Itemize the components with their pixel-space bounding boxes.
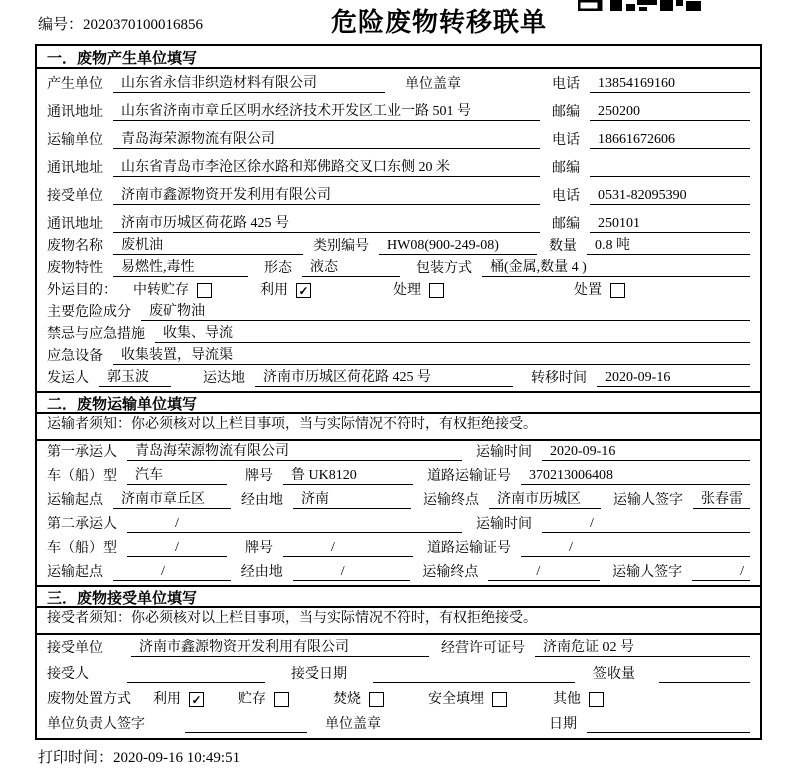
transporter-tel-label: 电话 <box>552 133 580 148</box>
receiver-zip-label: 邮编 <box>552 217 580 232</box>
disposal-label: 废物处置方式 <box>47 692 131 707</box>
receiver-row <box>37 181 760 209</box>
option-label: 中转贮存 <box>133 283 189 298</box>
checkbox <box>589 692 604 707</box>
acceptor-label: 接受人 <box>47 667 89 682</box>
sign-date-label: 日期 <box>549 717 577 732</box>
acceptor-row <box>37 661 760 687</box>
route1-sign-label: 运输人签字 <box>613 493 683 508</box>
dest-field: 济南市历城区荷花路 425 号 <box>255 369 513 387</box>
producer-addr-field: 山东省济南市章丘区明水经济技术开发区工业一路 501 号 <box>113 103 540 121</box>
producer-zip-label: 邮编 <box>552 105 580 120</box>
carrier1-label: 第一承运人 <box>47 445 117 460</box>
transporter-label: 运输单位 <box>47 133 103 148</box>
check-mark: ✓ <box>298 283 309 298</box>
carrier2-row <box>37 513 760 537</box>
waste-name-field: 废机油 <box>113 237 303 255</box>
waste-form-field: 液态 <box>302 259 400 277</box>
waste-form-label: 形态 <box>264 261 292 276</box>
route2-start-field: / <box>113 563 231 581</box>
purpose-option-treat <box>393 282 444 299</box>
producer-value-field: 山东省永信非织造材料有限公司 <box>113 75 385 93</box>
section1-header: 一．废物产生单位填写 <box>37 46 760 69</box>
route2-end-field: / <box>488 563 600 581</box>
vehicle2-permit-label: 道路运输证号 <box>427 541 511 556</box>
form-table <box>35 44 762 740</box>
accept-date-label: 接受日期 <box>291 667 347 682</box>
route2-start-label: 运输起点 <box>47 565 103 580</box>
dest-label: 运达地 <box>203 371 245 386</box>
purpose-label: 外运目的： <box>47 283 117 298</box>
receiver-tel-label: 电话 <box>552 189 580 204</box>
sign-date-field <box>587 732 750 733</box>
route1-sign-field: 张春雷 <box>693 491 750 509</box>
option-label: 焚烧 <box>333 692 361 707</box>
equipment-row <box>37 347 760 369</box>
license-field: 济南危证 02 号 <box>535 639 750 657</box>
carrier2-time-label: 运输时间 <box>476 517 532 532</box>
purpose-option-transfer <box>133 282 212 299</box>
checkbox <box>492 692 507 707</box>
option-label: 安全填埋 <box>428 692 484 707</box>
vehicle1-plate-label: 牌号 <box>245 469 273 484</box>
receiver-addr-label: 通讯地址 <box>47 217 103 232</box>
waste-qty-label: 数量 <box>549 239 577 254</box>
page-title: 危险废物转移联单 <box>331 8 548 37</box>
vehicle1-row <box>37 465 760 489</box>
accept-date-field <box>373 682 575 683</box>
unit-seal-label: 单位盖章 <box>325 717 381 732</box>
waste-name-label: 废物名称 <box>47 239 103 254</box>
section3-header: 三．废物接受单位填写 <box>37 585 760 608</box>
receiver-label: 接受单位 <box>47 189 103 204</box>
hazard-row <box>37 303 760 325</box>
vehicle1-plate-field: 鲁 UK8120 <box>283 467 413 485</box>
signature-field <box>185 732 307 733</box>
option-label: 处置 <box>574 283 602 298</box>
checkbox <box>197 283 212 298</box>
hazard-field: 废矿物油 <box>141 303 750 321</box>
producer-row <box>37 69 760 97</box>
transfer-time-label: 转移时间 <box>531 371 587 386</box>
accept-unit-row <box>37 635 760 661</box>
option-label: 利用 <box>260 283 288 298</box>
carrier1-time-field: 2020-09-16 <box>542 443 750 461</box>
waste-character-row <box>37 259 760 281</box>
disposal-option-incinerate <box>333 691 384 708</box>
carrier1-field: 青岛海荣源物流有限公司 <box>127 443 462 461</box>
serial-value: 2020370100016856 <box>83 17 204 33</box>
route2-via-label: 经由地 <box>240 565 283 580</box>
shipper-row <box>37 369 760 391</box>
shipper-label: 发运人 <box>47 371 89 386</box>
receiver-notice: 接受者须知：你必须核对以上栏目事项，当与实际情况不符时，有权拒绝接受。 <box>37 608 760 635</box>
qr-code-fragment-icon <box>578 0 702 11</box>
vehicle1-type-field: 汽车 <box>127 467 227 485</box>
acceptor-field <box>127 682 265 683</box>
route1-end-field: 济南市历城区 <box>489 491 601 509</box>
transporter-address-row <box>37 153 760 181</box>
route2-sign-label: 运输人签字 <box>612 565 683 580</box>
purpose-option-dispose <box>574 282 625 299</box>
accept-unit-label: 接受单位 <box>47 641 103 656</box>
equipment-label: 应急设备 <box>47 349 103 364</box>
checkbox <box>296 283 311 298</box>
producer-tel-label: 电话 <box>552 77 580 92</box>
producer-label: 产生单位 <box>47 77 103 92</box>
taboo-label: 禁忌与应急措施 <box>47 327 145 342</box>
option-label: 处理 <box>393 283 421 298</box>
hazard-label: 主要危险成分 <box>47 305 131 320</box>
disposal-option-other <box>553 691 604 708</box>
vehicle2-permit-field: / <box>521 539 750 557</box>
transporter-addr-label: 通讯地址 <box>47 161 103 176</box>
receiver-tel-field: 0531-82095390 <box>590 187 750 205</box>
equipment-field: 收集装置，导流渠 <box>113 347 750 365</box>
waste-name-row <box>37 237 760 259</box>
vehicle1-permit-field: 370213006408 <box>521 467 750 485</box>
route1-end-label: 运输终点 <box>423 493 479 508</box>
checkbox <box>610 283 625 298</box>
vehicle2-plate-label: 牌号 <box>245 541 273 556</box>
route1-start-field: 济南市章丘区 <box>113 491 231 509</box>
purpose-option-reuse <box>260 282 311 299</box>
waste-pack-field: 桶(金属,数量 4 ) <box>482 259 750 277</box>
checkbox <box>369 692 384 707</box>
transfer-time-field: 2020-09-16 <box>597 369 750 387</box>
disposal-option-store <box>238 691 289 708</box>
producer-tel-field: 13854169160 <box>590 75 750 93</box>
checkbox <box>274 692 289 707</box>
route2-row <box>37 561 760 585</box>
taboo-field: 收集、导流 <box>155 325 750 343</box>
carrier1-row <box>37 441 760 465</box>
carrier2-label: 第二承运人 <box>47 517 117 532</box>
transporter-zip-label: 邮编 <box>552 161 580 176</box>
producer-zip-field: 250200 <box>590 103 750 121</box>
vehicle2-plate-field: / <box>283 539 413 557</box>
amount-field <box>659 682 750 683</box>
transporter-zip-field <box>590 176 750 177</box>
producer-addr-label: 通讯地址 <box>47 105 103 120</box>
checkbox <box>429 283 444 298</box>
waste-qty-field: 0.8 吨 <box>587 237 750 255</box>
vehicle1-label: 车（船）型 <box>47 469 117 484</box>
producer-address-row <box>37 97 760 125</box>
waste-code-label: 类别编号 <box>313 239 369 254</box>
route1-start-label: 运输起点 <box>47 493 103 508</box>
waste-pack-label: 包装方式 <box>416 261 472 276</box>
receiver-zip-field: 250101 <box>590 215 750 233</box>
waste-code-field: HW08(900-249-08) <box>379 237 537 255</box>
disposal-option-landfill <box>428 691 507 708</box>
amount-label: 签收量 <box>593 667 635 682</box>
carrier1-time-label: 运输时间 <box>476 445 532 460</box>
print-time <box>38 746 240 767</box>
check-mark: ✓ <box>191 692 202 707</box>
purpose-row <box>37 281 760 303</box>
accept-unit-field: 济南市鑫源物资开发利用有限公司 <box>131 639 429 657</box>
taboo-row <box>37 325 760 347</box>
signature-label: 单位负责人签字 <box>47 717 145 732</box>
vehicle1-permit-label: 道路运输证号 <box>427 469 511 484</box>
section2-header: 二．废物运输单位填写 <box>37 391 760 414</box>
route1-via-field: 济南 <box>293 491 411 509</box>
print-time-value: 2020-09-16 10:49:51 <box>113 750 241 766</box>
transporter-addr-field: 山东省青岛市李沧区徐水路和郑佛路交叉口东侧 20 米 <box>113 159 540 177</box>
route2-sign-field: / <box>692 563 750 581</box>
carrier2-field: / <box>127 515 462 533</box>
receiver-address-row <box>37 209 760 237</box>
transporter-value-field: 青岛海荣源物流有限公司 <box>113 131 540 149</box>
disposal-option-reuse <box>153 691 204 708</box>
waste-char-field: 易燃性,毒性 <box>113 259 248 277</box>
serial-label: 编号： <box>38 17 84 33</box>
route2-end-label: 运输终点 <box>422 565 479 580</box>
transporter-row <box>37 125 760 153</box>
receiver-value-field: 济南市鑫源物资开发利用有限公司 <box>113 187 540 205</box>
option-label: 贮存 <box>238 692 266 707</box>
route1-row <box>37 489 760 513</box>
option-label: 利用 <box>153 692 181 707</box>
receiver-addr-field: 济南市历城区荷花路 425 号 <box>113 215 540 233</box>
print-time-label: 打印时间： <box>38 750 114 766</box>
route1-via-label: 经由地 <box>241 493 283 508</box>
shipper-field: 郭玉波 <box>99 369 171 387</box>
signature-row <box>37 712 760 737</box>
route2-via-field: / <box>293 563 411 581</box>
vehicle2-type-field: / <box>127 539 227 557</box>
checkbox <box>189 692 204 707</box>
carrier2-time-field: / <box>542 515 750 533</box>
vehicle2-label: 车（船）型 <box>47 541 117 556</box>
transporter-tel-field: 18661672606 <box>590 131 750 149</box>
waste-char-label: 废物特性 <box>47 261 103 276</box>
producer-seal-label: 单位盖章 <box>405 77 461 92</box>
transporter-notice: 运输者须知：你必须核对以上栏目事项，当与实际情况不符时，有权拒绝接受。 <box>37 414 760 441</box>
option-label: 其他 <box>553 692 581 707</box>
disposal-row <box>37 687 760 712</box>
license-label: 经营许可证号 <box>441 641 525 656</box>
vehicle2-row <box>37 537 760 561</box>
serial-number <box>38 13 203 34</box>
